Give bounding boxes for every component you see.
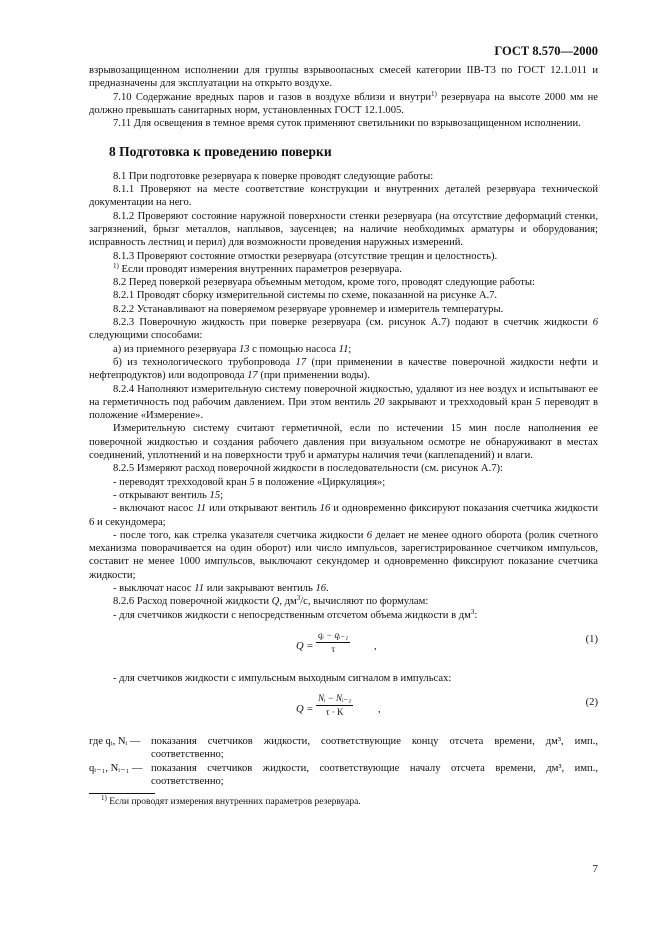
dash-item-1: - переводят трехходовой кран 5 в положение «Циркуляция»; (113, 476, 386, 488)
paragraph-8-2-3: 8.2.3 Поверочную жидкость при поверке резервуара (см. рисунок А.7) подают в счетчик жидкости 6 следующими способами: (89, 317, 598, 342)
formula-1-number: (1) (585, 633, 598, 645)
list-item-b: б) из технологического трубопровода 17 (при применении в качестве поверочной жидкости нефти и нефтепродуктов) или водопровода 17 (при применении воды). (89, 356, 598, 382)
paragraph-8-2-2: 8.2.2 Устанавливают на поверяемом резервуаре уровнемер и измеритель температуры. (113, 303, 504, 315)
formula-2-comma: , (378, 704, 381, 716)
definition-text: показания счетчиков жидкости, соответствующие началу отсчета времени, дм³, имп., соответственно; (151, 762, 598, 788)
list-item-a: а) из приемного резервуара 13 с помощью насоса 11; (113, 343, 352, 355)
paragraph-8-2-4: 8.2.4 Наполняют измерительную систему поверочной жидкостью, удаляют из нее воздух и испытывают ее на герметичность под рабочим давлением. При этом вентиль 20 закрывают и трехходовый кран 5 переводят в положение «Измерение». (89, 383, 598, 422)
formula-1-numerator: qᵢ − qᵢ₋₁ (316, 629, 350, 643)
paragraph-8-2: 8.2 Перед поверкой резервуара объемным методом, кроме того, проводят следующие работы: (113, 277, 535, 289)
paragraph-8-1-1: 8.1.1 Проверяют на месте соответствие конструкции и внутренних деталей резервуара технической документации на него. (89, 184, 598, 209)
dash-item-pulse-counter: - для счетчиков жидкости с импульсным выходным сигналом в импульсах: (113, 672, 452, 684)
paragraph-7-10: 7.10 Содержание вредных паров и газов в воздухе вблизи и внутри$^{1)}$ резервуара на высоте 2000 мм не должно превышать санитарных норм, установленных ГОСТ 12.1.005. (89, 89, 598, 116)
dash-item-3: - включают насос 11 или открывают вентиль 16 и одновременно фиксируют показания счетчика жидкости 6 и секундомера; (89, 503, 598, 528)
formula-2-lhs: Q = (296, 704, 314, 716)
page-number: 7 (592, 863, 598, 875)
paragraph-hermetic: Измерительную систему считают герметичной, если по истечении 15 мин после наполнения ее поверочной жидкостью и создания рабочего давления при визуальном осмотре не обнаруживают в местах соединений, уплотнений и на поверхности труб и арматуры наличия течи (каплепадений) и влаги. (89, 423, 598, 462)
paragraph-8-1-3-note: $^{1)}$ Если проводят измерения внутренних параметров резервуара. (113, 261, 402, 275)
definition-row (89, 762, 598, 789)
paragraph-8-1-3: 8.1.3 Проверяют состояние отмостки резервуара (отсутствие трещин и целостность). (113, 250, 498, 262)
section-title: 8 Подготовка к проведению поверки (109, 144, 332, 160)
formula-1-comma: , (374, 640, 377, 652)
paragraph-8-2-6: 8.2.6 Расход поверочной жидкости Q, $дм^3/с$, вычисляют по формулам: (113, 594, 429, 608)
formula-2-numerator: Nᵢ − Nᵢ₋₁ (316, 692, 353, 706)
definition-text: показания счетчиков жидкости, соответствующие концу отсчета времени, дм³, имп., соответственно; (151, 736, 598, 761)
formula-1-denominator: τ (331, 643, 335, 654)
page-content (89, 64, 598, 788)
paragraph-7-9-cont: взрывозащищенном исполнении для группы взрывоопасных смесей категории IIB-T3 по ГОСТ 12.1.011 и предназначены для эксплуатации на открыто воздухе. (89, 65, 598, 90)
definition-symbol: где qᵢ, Nᵢ — (89, 736, 141, 748)
formula-2-denominator: τ · K (325, 707, 344, 718)
paragraph-8-1: 8.1 При подготовке резервуара к поверке проводят следующие работы: (113, 170, 434, 182)
formula-2-fraction (316, 692, 353, 719)
paragraph-8-2-5: 8.2.5 Измеряют расход поверочной жидкости в последовательности (см. рисунок А.7): (113, 463, 503, 475)
definition-row (89, 735, 598, 762)
formula-2-number: (2) (585, 697, 598, 709)
definition-symbol: qᵢ₋₁, Nᵢ₋₁ — (89, 762, 143, 774)
formula-1-fraction (316, 629, 350, 656)
paragraph-8-2-1: 8.2.1 Проводят сборку измерительной системы по схеме, показанной на рисунке А.7. (113, 290, 498, 302)
definitions (89, 735, 598, 788)
dash-item-4: - после того, как стрелка указателя счетчика жидкости 6 делает не менее одного оборота (ролик счетного механизма поворачивается на один оборот) или число импульсов, зарегистрированное счетчиком импульсов, составит не менее 1000 импульсов, выключают секундомер и одновременно фиксируют показание счетчика жидкости; (89, 529, 598, 581)
dash-item-2: - открывают вентиль 15; (113, 489, 224, 501)
dash-item-5: - выключат насос 11 или закрывают вентиль 16. (113, 582, 329, 594)
formula-1-lhs: Q = (296, 640, 314, 652)
document-header: ГОСТ 8.570—2000 (494, 44, 598, 58)
footnote: $^{1)}$ Если проводят измерения внутренних параметров резервуара. (101, 794, 361, 807)
formula-1 (89, 626, 598, 668)
dash-item-direct-counter: - для счетчиков жидкости с непосредственным отсчетом объема жидкости в $дм^3$: (113, 607, 478, 621)
paragraph-8-1-2: 8.1.2 Проверяют состояние наружной поверхности стенки резервуара (на отсутствие деформаций стенки, загрязнений, брызг металлов, наплывов, заусенцев; на наличие необходимых арматуры и оборудования; исправность лестниц и перил) для возможности проведения наружных измерений. (89, 210, 598, 249)
formula-2 (89, 689, 598, 731)
paragraph-7-11: 7.11 Для освещения в темное время суток применяют светильники по взрывозащищенном исполнении. (113, 118, 581, 130)
footnote-separator (89, 793, 155, 794)
